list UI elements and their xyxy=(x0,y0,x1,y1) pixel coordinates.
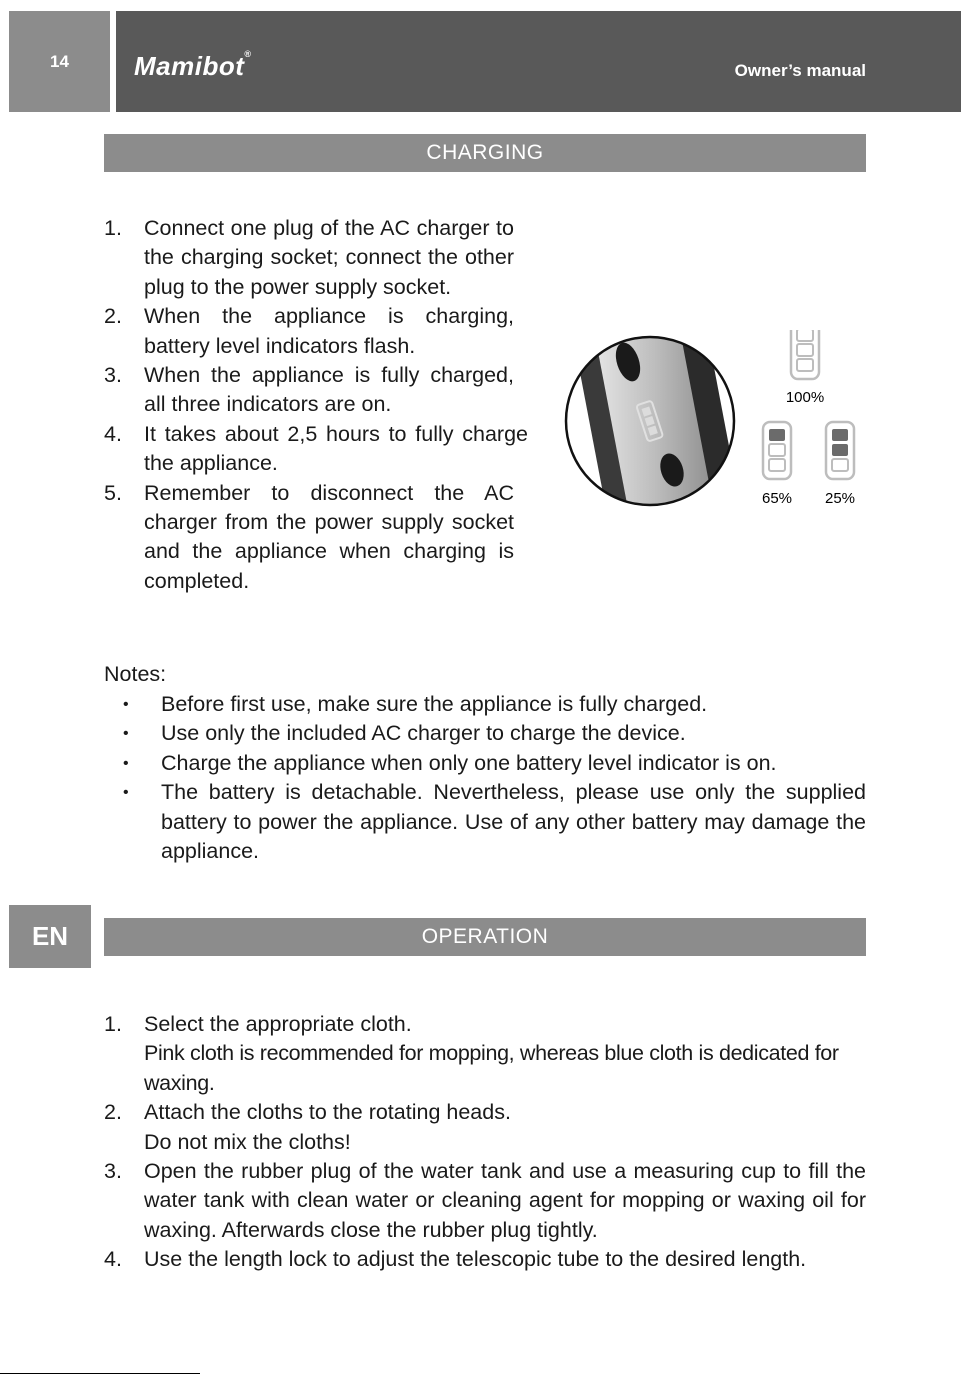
battery-icon-100 xyxy=(791,330,819,379)
list-item: 3. Open the rubber plug of the water tank and use a measuring cup to fill the water tank with clean water or cleaning agent for mopping or waxing oil for waxing. Afterwards close the rubber plug tightly. xyxy=(104,1159,866,1242)
list-item: • The battery is detachable. Nevertheless, please use only the supplied battery to power the appliance. Use of any other battery may damage the appliance. xyxy=(123,780,866,864)
list-item: 2. Attach the cloths to the rotating heads. Do not mix the cloths! xyxy=(104,1100,511,1154)
charging-section-title: CHARGING xyxy=(104,134,866,172)
list-item: 1. Connect one plug of the AC charger to the charging socket; connect the other plug to the power supply socket. xyxy=(104,216,514,299)
notes-title: Notes: xyxy=(104,662,167,686)
battery-label-100: 100% xyxy=(785,389,825,406)
list-item: 4. Use the length lock to adjust the telescopic tube to the desired length. xyxy=(104,1247,807,1272)
document-title: Owner’s manual xyxy=(734,61,866,80)
list-item: • Before first use, make sure the appliance is fully charged. xyxy=(123,692,708,716)
notes-list xyxy=(123,690,866,866)
list-item: 4. It takes about 2,5 hours to fully charge the appliance. xyxy=(104,421,528,476)
page-number: 14 xyxy=(9,11,110,112)
charging-illustration xyxy=(560,330,880,520)
list-item: • Use only the included AC charger to charge the device. xyxy=(123,721,686,746)
page-header xyxy=(116,11,961,112)
list-item: 2. When the appliance is charging, battery level indicators flash. xyxy=(104,304,514,358)
brand-logo: Mamibot® xyxy=(134,49,252,81)
list-item: 1. Select the appropriate cloth. Pink cloth is recommended for mopping, whereas blue cloth is dedicated for waxing. xyxy=(104,1012,839,1095)
battery-label-65: 65% xyxy=(761,490,793,507)
footer-rule xyxy=(0,1373,200,1374)
battery-icon-65 xyxy=(763,422,791,479)
list-item: 3. When the appliance is fully charged, all three indicators are on. xyxy=(104,363,514,417)
list-item: 5. Remember to disconnect the AC charger from the power supply socket and the appliance when charging is completed. xyxy=(104,480,514,593)
charging-steps xyxy=(104,214,528,596)
battery-label-25: 25% xyxy=(824,490,856,507)
list-item: • Charge the appliance when only one battery level indicator is on. xyxy=(123,750,777,775)
operation-section-title: OPERATION xyxy=(104,918,866,956)
handle-closeup-image xyxy=(560,330,745,520)
battery-icon-25 xyxy=(826,422,854,479)
language-tab: EN xyxy=(9,905,91,968)
operation-steps xyxy=(104,1010,866,1275)
